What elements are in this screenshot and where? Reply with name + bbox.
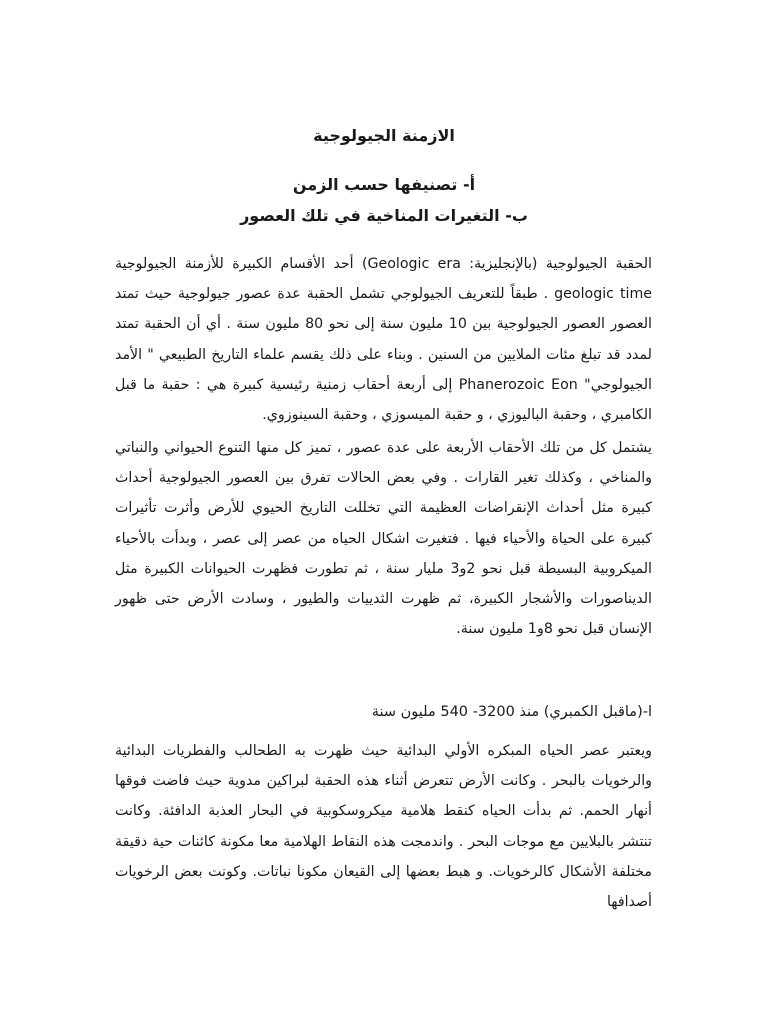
subheading-classification: أ- تصنيفها حسب الزمن <box>292 175 476 194</box>
paragraph-four-eons: يشتمل كل من تلك الأحقاب الأربعة على عدة عصور ، تميز كل منها التنوع الحيواني والنباتي والمناخي ، وكذلك تغير القارات . وفي بعض الحالات تفرق بين العصور الجيولوجية أحداث كبيرة مثل أحداث الإنقراضات العظيمة التي تخللت التاريخ الحيوي للأرض وأثرت تأثيرات كبيرة على الحياة والأحياء فيها . فتغيرت اشكال الحياه من عصر إلى عصر ، وبدأت بالأحياء الميكروبية البسيطة قبل نحو 2و3 مليار سنة ، ثم تطورت فظهرت الحيوانات الكبيرة مثل الديناصورات والأشجار الكبيرة، ثم ظهرت الثدييات والطيور ، وسادت الأرض حتى ظهور الإنسان قبل نحو 8و1 مليون سنة. <box>115 440 652 638</box>
paragraph-geologic-era: الحقبة الجيولوجية (بالإنجليزية: Geologic era) أحد الأقسام الكبيرة للأزمنة الجيولوجية geologic time . طبقاً للتعريف الجيولوجي تشمل الحقبة عدة عصور جيولوجية حيث تمتد العصور العصور الجيولوجية بين 10 مليون سنة إلى نحو 80 مليون سنة . أي أن الحقبة تمتد لمدد قد تبلغ مئات الملايين من السنين . وبناء على ذلك يقسم علماء التاريخ الطبيعي " الأمد الجيولوجي" Phanerozoic Eon إلى أربعة أحقاب زمنية رئيسية كبيرة هي : حقبة ما قبل الكامبري ، وحقبة الباليوزي ، و حقبة الميسوزي ، وحقبة السينوزوي. <box>115 256 652 424</box>
subheading-climate-changes: ب- التغيرات المناخية في تلك العصور <box>240 206 528 225</box>
document-title: الازمنة الجيولوجية <box>313 126 455 145</box>
era-heading-precambrian: ا-(ماقبل الكمبري) منذ 3200- 540 مليون سنة <box>371 704 652 720</box>
paragraph-precambrian: ويعتبر عصر الحياه المبكره الأولي البدائية حيث ظهرت به الطحالب والفطريات البدائية والرخويات بالبحر . وكانت الأرض تتعرض أثناء هذه الحقبة لبراكين مدوية حيث فاضت فوقها أنهار الحمم. ثم بدأت الحياه كنقط هلامية ميكروسكوبية في البحار العذبة الدافئة. وكانت تنتشر بالبلايين مع موجات البحر . واندمجت هذه النقاط الهلامية معا مكونة كائنات حية دقيقة مختلفة الأشكال كالرخويات. و هبط بعضها إلى القيعان مكونا نباتات. وكونت بعض الرخويات أصدافها <box>115 743 652 911</box>
